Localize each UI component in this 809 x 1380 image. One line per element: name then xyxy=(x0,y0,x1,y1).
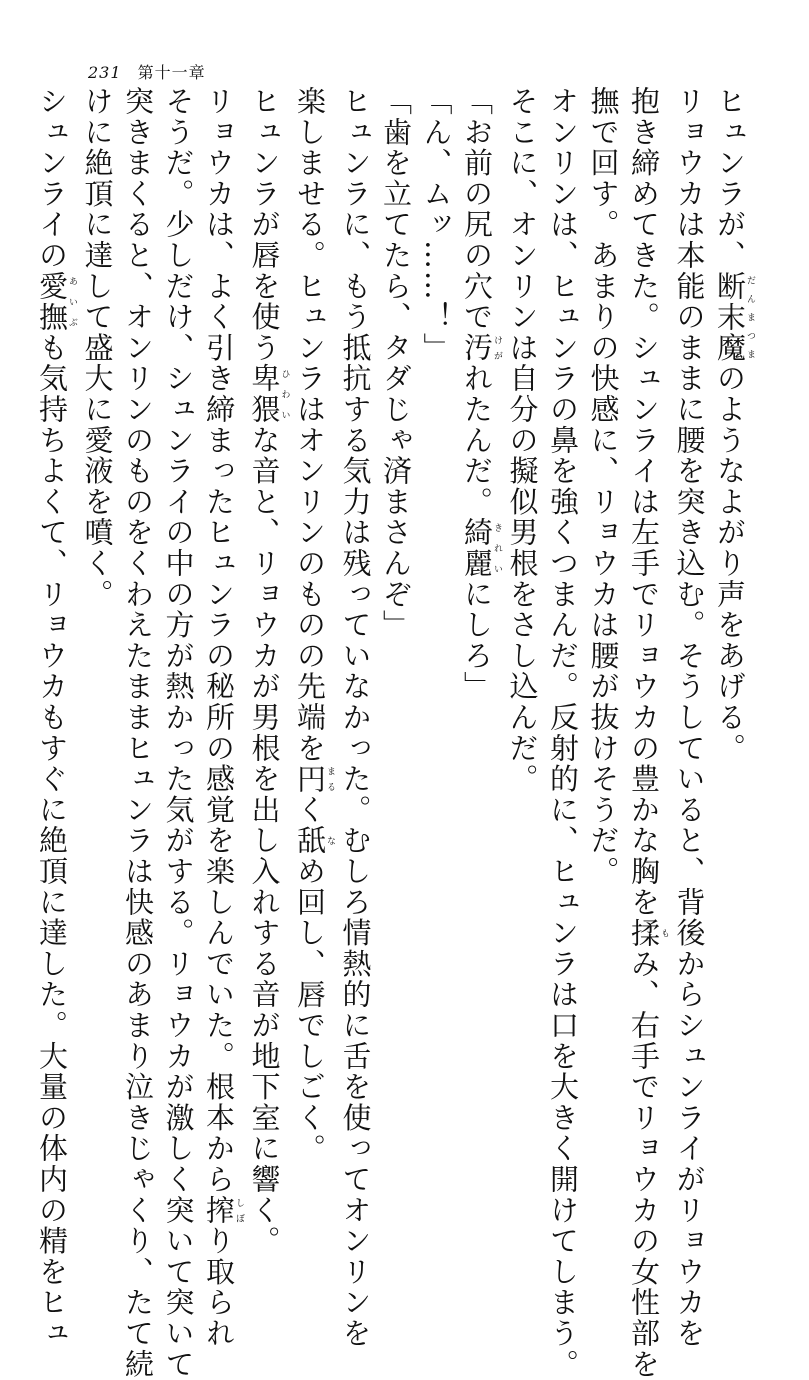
text-line-2: リョウカは本能のままに腰を突き込む。そうしていると、背後からシュンライがリョウカを xyxy=(672,86,707,1349)
text-line-3: 抱き締めてきた。シュンライは左手でリョウカの豊かな胸を揉もみ、右手でリョウカの女性部を xyxy=(627,86,669,1380)
text-line-8: 「ん、ムッ……！」 xyxy=(419,86,454,364)
text-line-17: シュンライの愛撫あいぶも気持ちよくて、リョウカもすぐに絶頂に達した。大量の体内の精をヒュ xyxy=(35,86,77,1349)
text-line-16: けに絶頂に達して盛大に愛液を噴く。 xyxy=(80,86,115,610)
text-line-9: 「歯を立てたら、タダじゃ済まさんぞ」 xyxy=(379,86,413,641)
page-header xyxy=(88,64,206,82)
text-line-1: ヒュンラが、断末魔だんまつまのようなよがり声をあげる。 xyxy=(713,86,755,764)
text-line-15: 突きまくると、オンリンのものをくわえたままヒュンラは快感のあまり泣きじゃくり、たて続 xyxy=(121,86,155,1380)
text-line-6: そこに、オンリンは自分の擬似男根をさし込んだ。 xyxy=(505,86,540,795)
text-line-14: そうだ。少しだけ、シュンライの中の方が熱かった気がする。リョウカが激しく突いて突いて xyxy=(161,86,196,1380)
text-line-5: オンリンは、ヒュンラの鼻を強くつまんだ。反射的に、ヒュンラは口を大きく開けてしまう。 xyxy=(546,86,580,1380)
text-line-10: ヒュンラに、もう抵抗する気力は残っていなかった。むしろ情熱的に舌を使ってオンリンを xyxy=(338,86,373,1349)
body-text xyxy=(35,86,755,1380)
text-line-4: 撫で回す。あまりの快感に、リョウカは腰が抜けそうだ。 xyxy=(586,86,621,887)
text-line-12: ヒュンラが唇を使う卑猥ひわいな音と、リョウカが男根を出し入れする音が地下室に響く。 xyxy=(247,86,290,1257)
text-line-13: リョウカは、よく引き締まったヒュンラの秘所の感覚を楽しんでいた。根本から搾しぼり取られ xyxy=(202,86,244,1349)
chapter-title: 第十一章 xyxy=(137,63,206,82)
text-line-7: 「お前の尻の穴で汚けがれたんだ。綺麗きれいにしろ」 xyxy=(460,86,502,703)
text-line-11: 楽しませる。ヒュンラはオンリンのものの先端を円まるく舐なめ回し、唇でしごく。 xyxy=(293,86,335,1165)
page-number: 231 xyxy=(88,63,122,82)
